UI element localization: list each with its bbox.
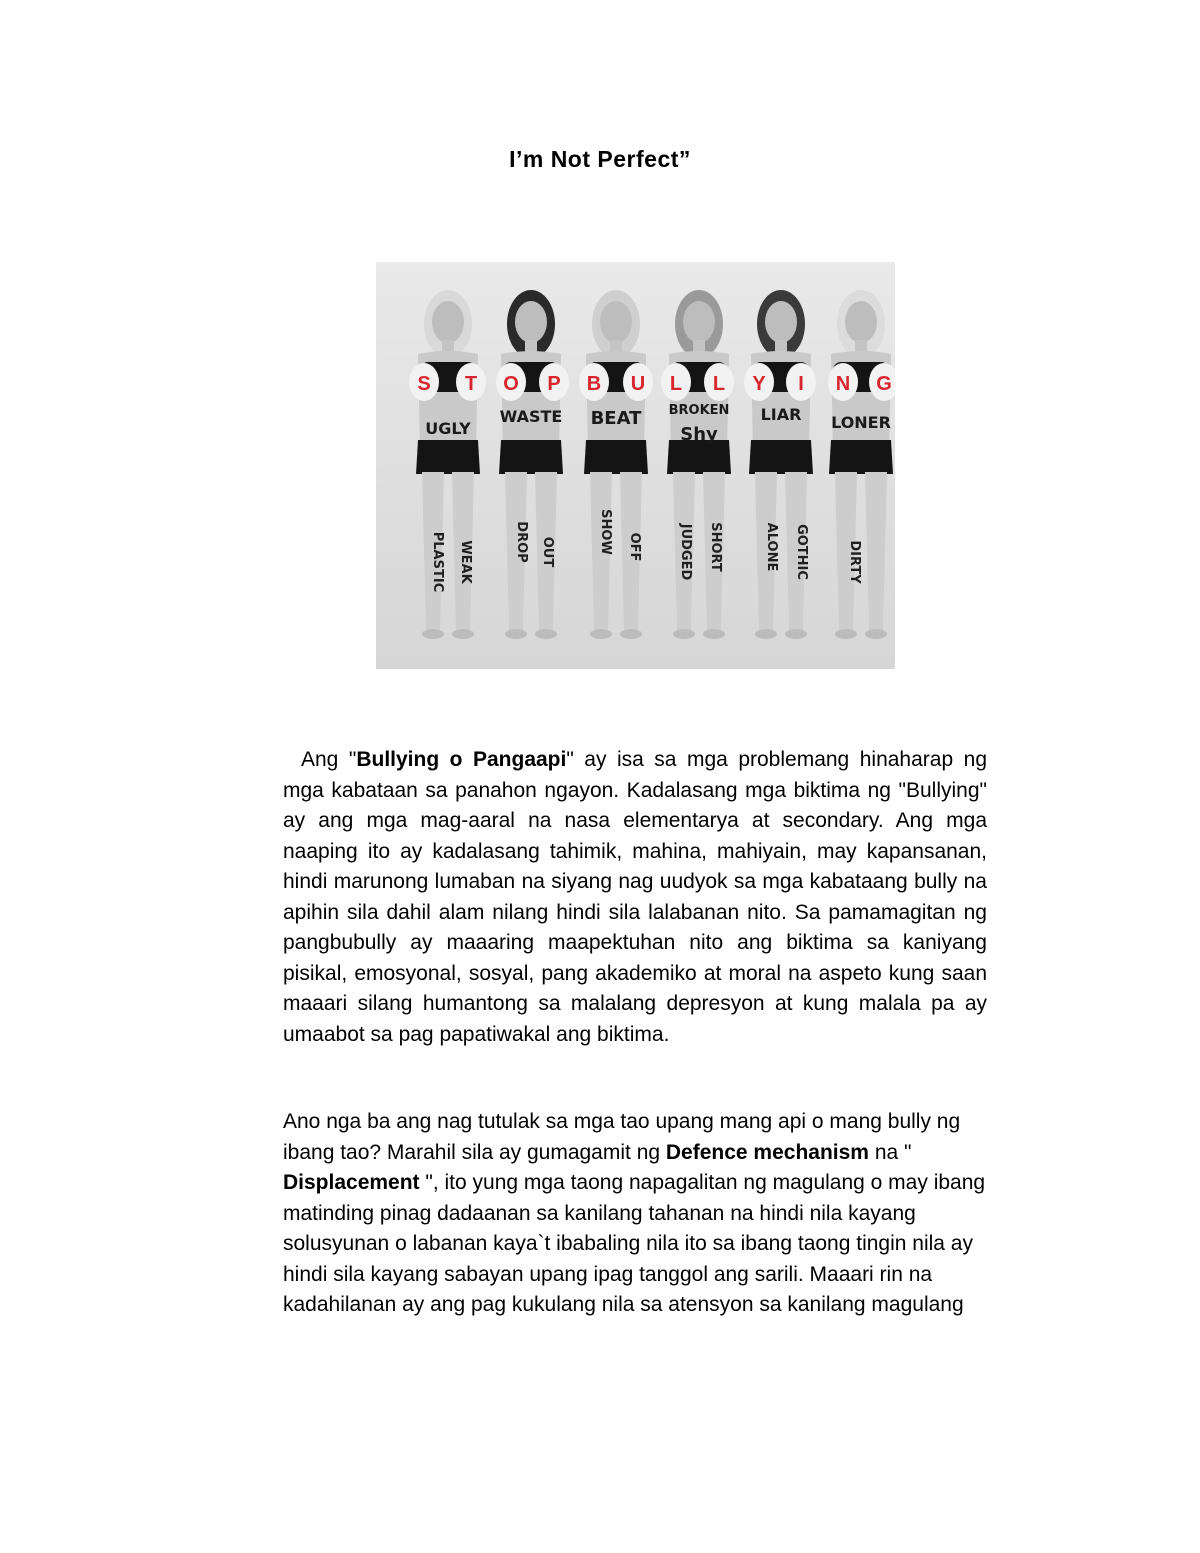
torso-word: UGLY [425, 419, 471, 438]
paragraph-defence-mechanism [283, 1107, 987, 1321]
document-title: I’m Not Perfect” [509, 146, 691, 172]
leg-word: SHORT [708, 522, 723, 572]
hand-letter: O [503, 373, 519, 395]
p2-bold-term-1: Defence mechanism [665, 1140, 869, 1164]
torso-word: WASTE [499, 407, 563, 426]
hand-letter: Y [752, 373, 766, 395]
torso-word: LONER [831, 413, 891, 432]
hand-letter: U [630, 373, 646, 395]
leg-word: GOTHIC [794, 524, 809, 580]
leg-word: PLASTIC [430, 531, 445, 593]
hand-letter: G [876, 373, 892, 395]
leg-word: JUDGED [678, 523, 693, 581]
p2-bold-term-2: Displacement [283, 1171, 420, 1194]
p1-bold-term: Bullying o Pangaapi [356, 748, 567, 771]
hand-letter: L [712, 373, 726, 395]
leg-word: OFF [627, 532, 642, 562]
p2-text-3: ", ito yung mga taong napagalitan ng magulang o may ibang matinding pinag dadaanan sa kanilang tahanan na hindi nila kayang solusyunan o labanan kaya`t ibabaling nila ito sa ibang taong tingin nila ay hindi sila kayang sabayan upang ipag tanggol ang sarili. Maaari rin na kadahilanan ay ang pag kukulang nila sa atensyon sa kanilang magulang [283, 1171, 986, 1316]
torso-word: BEAT [590, 408, 642, 429]
hand-letter: B [586, 373, 602, 395]
hand-letter: I [798, 373, 804, 395]
leg-word: OUT [540, 536, 555, 568]
paragraph-bullying-intro [283, 745, 987, 1050]
photo-illustration [376, 262, 895, 669]
stop-bullying-photo [376, 262, 895, 669]
leg-word: DROP [514, 521, 529, 563]
hand-letter: N [835, 373, 851, 395]
hand-letter: P [547, 373, 561, 395]
p2-text-2: na " [868, 1140, 912, 1164]
p2-text-1: Ano nga ba ang nag tutulak sa mga tao upang mang api o mang bully ng ibang tao? Marahil sila ay gumagamit ng [283, 1110, 961, 1164]
p1-text-1: Ang " [301, 748, 357, 771]
hand-letter: L [669, 373, 683, 395]
hand-letter: S [417, 373, 431, 395]
leg-word: ALONE [764, 522, 779, 572]
torso-word: Shy [680, 424, 718, 445]
leg-word: DIRTY [847, 540, 862, 584]
p1-text-2: " ay isa sa mga problemang hinaharap ng mga kabataan sa panahon ngayon. Kadalasang mga biktima ng "Bullying" ay ang mga mag-aaral na nasa elementarya at secondary. Ang mga naaping ito ay kadalasang tahimik, mahina, mahiyain, may kapansanan, hindi marunong lumaban na siyang nag uudyok sa mga kabataang bully na apihin sila dahil alam nilang hindi sila lalabanan nito. Sa pamamagitan ng pangbubully ay maaaring maapektuhan nito ang biktima sa kaniyang pisikal, emosyonal, sosyal, pang akademiko at moral na aspeto kung saan maaari silang humantong sa malalang depresyon at kung malala pa ay umaabot sa pag papatiwakal ang biktima. [283, 748, 987, 1046]
torso-word: LIAR [760, 405, 802, 424]
leg-word: WEAK [458, 540, 473, 584]
leg-word: SHOW [598, 509, 613, 555]
hand-letter: T [464, 373, 478, 395]
torso-word: BROKEN [668, 403, 730, 418]
